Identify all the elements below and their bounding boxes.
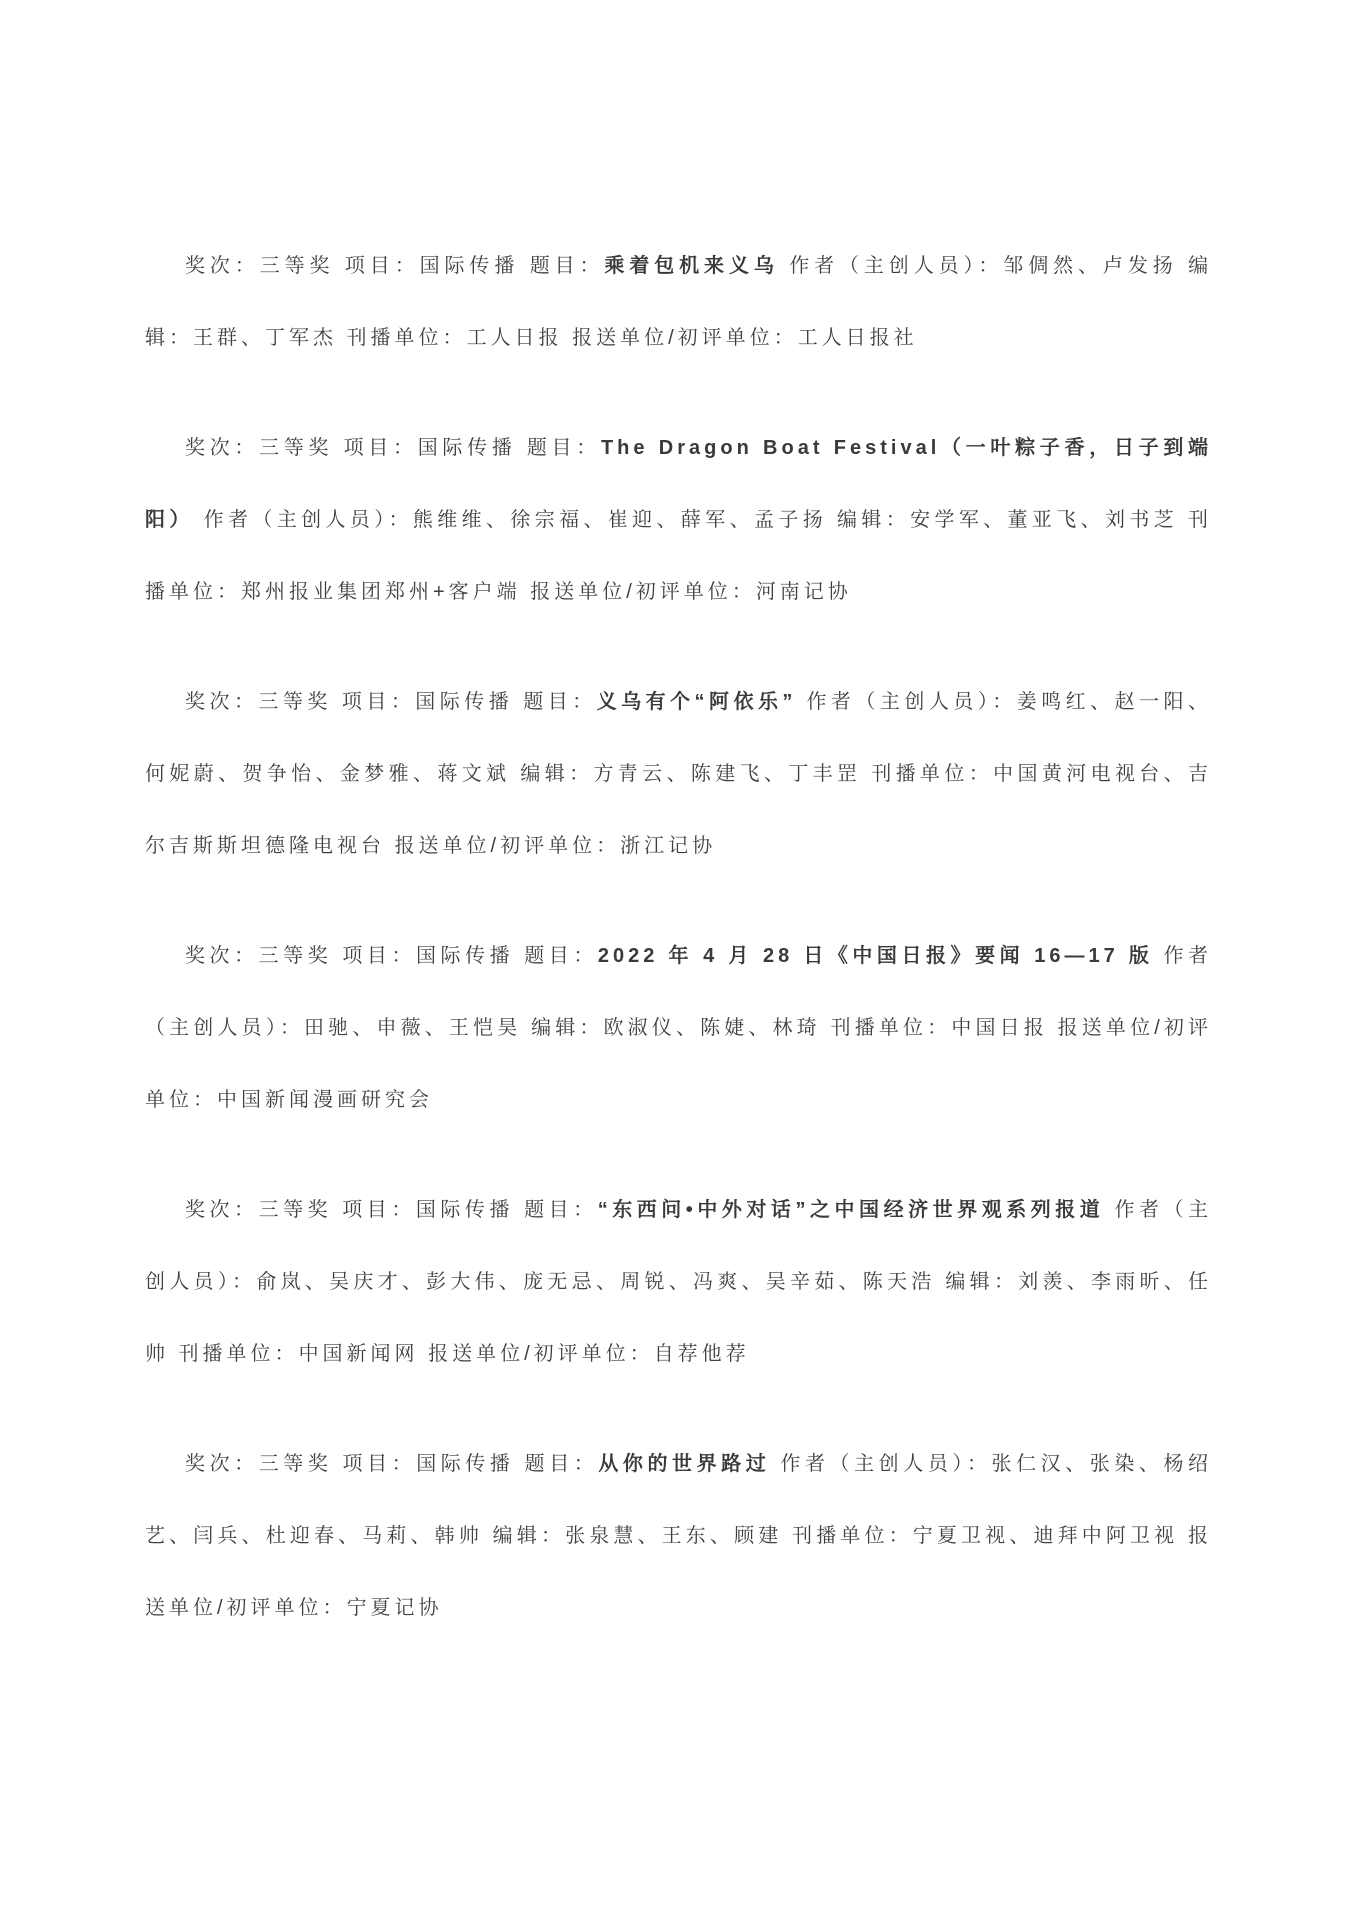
publisher-label: 刊播单位： <box>792 1525 913 1547</box>
award-label: 奖次： <box>185 255 260 277</box>
entry-title: 从你的世界路过 <box>598 1453 771 1475</box>
publisher-value: 郑州报业集团郑州+客户端 <box>241 581 521 603</box>
authors-label: 作者（主创人员）： <box>806 691 1017 713</box>
submitter-label: 报送单位/初评单位： <box>145 1017 1213 1111</box>
category-value: 国际传播 <box>419 255 520 277</box>
award-value: 三等奖 <box>258 691 332 713</box>
editors-value: 张泉慧、王东、顾建 <box>565 1525 783 1547</box>
category-label: 项目： <box>341 691 416 713</box>
award-label: 奖次： <box>185 945 259 967</box>
award-value: 三等奖 <box>258 1453 333 1475</box>
award-value: 三等奖 <box>259 255 335 277</box>
editors-label: 编辑： <box>145 255 1213 349</box>
category-value: 国际传播 <box>416 1453 515 1475</box>
editors-value: 方青云、陈建飞、丁丰罡 <box>593 763 862 785</box>
editors-value: 欧淑仪、陈婕、林琦 <box>603 1017 821 1039</box>
authors-label: 作者（主创人员）： <box>780 1453 992 1475</box>
editors-label: 编辑： <box>520 763 594 785</box>
publisher-label: 刊播单位： <box>178 1343 299 1365</box>
category-label: 项目： <box>343 437 418 459</box>
award-entry <box>145 1428 1212 1644</box>
editors-label: 编辑： <box>531 1017 604 1039</box>
publisher-label: 刊播单位： <box>830 1017 952 1039</box>
publisher-label: 刊播单位： <box>871 763 994 785</box>
title-label: 题目： <box>529 255 605 277</box>
award-entry <box>145 412 1212 628</box>
entry-title: 义乌有个“阿依乐” <box>596 691 797 713</box>
submitter-value: 宁夏记协 <box>346 1597 443 1619</box>
publisher-label: 刊播单位： <box>145 509 1213 603</box>
title-label: 题目： <box>523 691 597 713</box>
category-value: 国际传播 <box>415 945 515 967</box>
publisher-value: 中国新闻网 <box>298 1343 419 1365</box>
publisher-value: 中国日报 <box>951 1017 1048 1039</box>
editors-label: 编辑： <box>837 509 911 531</box>
submitter-label: 报送单位/初评单位： <box>394 835 621 857</box>
category-value: 国际传播 <box>415 1199 514 1221</box>
category-value: 国际传播 <box>417 437 517 459</box>
editors-value: 安学军、董亚飞、刘书芝 <box>910 509 1179 531</box>
category-value: 国际传播 <box>415 691 514 713</box>
submitter-label: 报送单位/初评单位： <box>145 1525 1213 1619</box>
publisher-value: 工人日报 <box>466 327 563 349</box>
authors-value: 邹倜然、卢发扬 <box>1003 255 1178 277</box>
authors-label: 作者（主创人员）： <box>203 509 413 531</box>
authors-label: 作者（主创人员）： <box>145 1199 1213 1293</box>
submitter-value: 工人日报社 <box>797 327 918 349</box>
submitter-label: 报送单位/初评单位： <box>428 1343 654 1365</box>
category-label: 项目： <box>342 945 416 967</box>
submitter-label: 报送单位/初评单位： <box>572 327 798 349</box>
authors-label: 作者（主创人员）： <box>145 945 1213 1039</box>
award-label: 奖次： <box>185 437 260 459</box>
title-label: 题目： <box>526 437 601 459</box>
award-entry <box>145 920 1212 1136</box>
editors-value: 王群、丁军杰 <box>193 327 337 349</box>
submitter-label: 报送单位/初评单位： <box>530 581 756 603</box>
authors-value: 张仁汉、张染、杨绍艺、闫兵、杜迎春、马莉、韩帅 <box>145 1453 1213 1547</box>
award-value: 三等奖 <box>258 945 333 967</box>
publisher-value: 中国黄河电视台、吉尔吉斯斯坦德隆电视台 <box>145 763 1213 857</box>
award-value: 三等奖 <box>258 1199 333 1221</box>
title-label: 题目： <box>524 1199 598 1221</box>
entry-title: 乘着包机来义乌 <box>604 255 779 277</box>
award-entry <box>145 230 1212 374</box>
award-entry <box>145 666 1212 882</box>
publisher-label: 刊播单位： <box>346 327 467 349</box>
authors-value: 田驰、申薇、王恺昊 <box>304 1017 522 1039</box>
award-value: 三等奖 <box>259 437 334 459</box>
title-label: 题目： <box>524 945 598 967</box>
authors-value: 熊维维、徐宗福、崔迎、薛军、孟子扬 <box>412 509 828 531</box>
authors-value: 姜鸣红、赵一阳、何妮蔚、贺争怡、金梦雅、蒋文斌 <box>145 691 1213 785</box>
submitter-value: 河南记协 <box>755 581 852 603</box>
award-entries-list <box>145 230 1212 1644</box>
publisher-value: 宁夏卫视、迪拜中阿卫视 <box>912 1525 1179 1547</box>
editors-value: 刘羡、李雨昕、任帅 <box>145 1271 1213 1365</box>
entry-title: “东西问•中外对话”之中国经济世界观系列报道 <box>597 1199 1105 1221</box>
category-label: 项目： <box>344 255 420 277</box>
submitter-value: 自荐他荐 <box>653 1343 750 1365</box>
entry-title: 2022 年 4 月 28 日《中国日报》要闻 16—17 版 <box>597 945 1154 967</box>
award-entry <box>145 1174 1212 1390</box>
editors-label: 编辑： <box>492 1525 566 1547</box>
editors-label: 编辑： <box>945 1271 1019 1293</box>
title-label: 题目： <box>524 1453 599 1475</box>
authors-label: 作者（主创人员）： <box>789 255 1004 277</box>
category-label: 项目： <box>342 1199 416 1221</box>
submitter-value: 浙江记协 <box>620 835 717 857</box>
submitter-value: 中国新闻漫画研究会 <box>217 1089 433 1111</box>
category-label: 项目： <box>342 1453 417 1475</box>
award-label: 奖次： <box>185 691 259 713</box>
entry-title: The Dragon Boat Festival（一叶粽子香，日子到端阳） <box>145 437 1213 531</box>
award-label: 奖次： <box>185 1453 259 1475</box>
award-label: 奖次： <box>185 1199 259 1221</box>
authors-value: 俞岚、吴庆才、彭大伟、庞无忌、周锐、冯爽、吴辛茹、陈天浩 <box>256 1271 936 1293</box>
